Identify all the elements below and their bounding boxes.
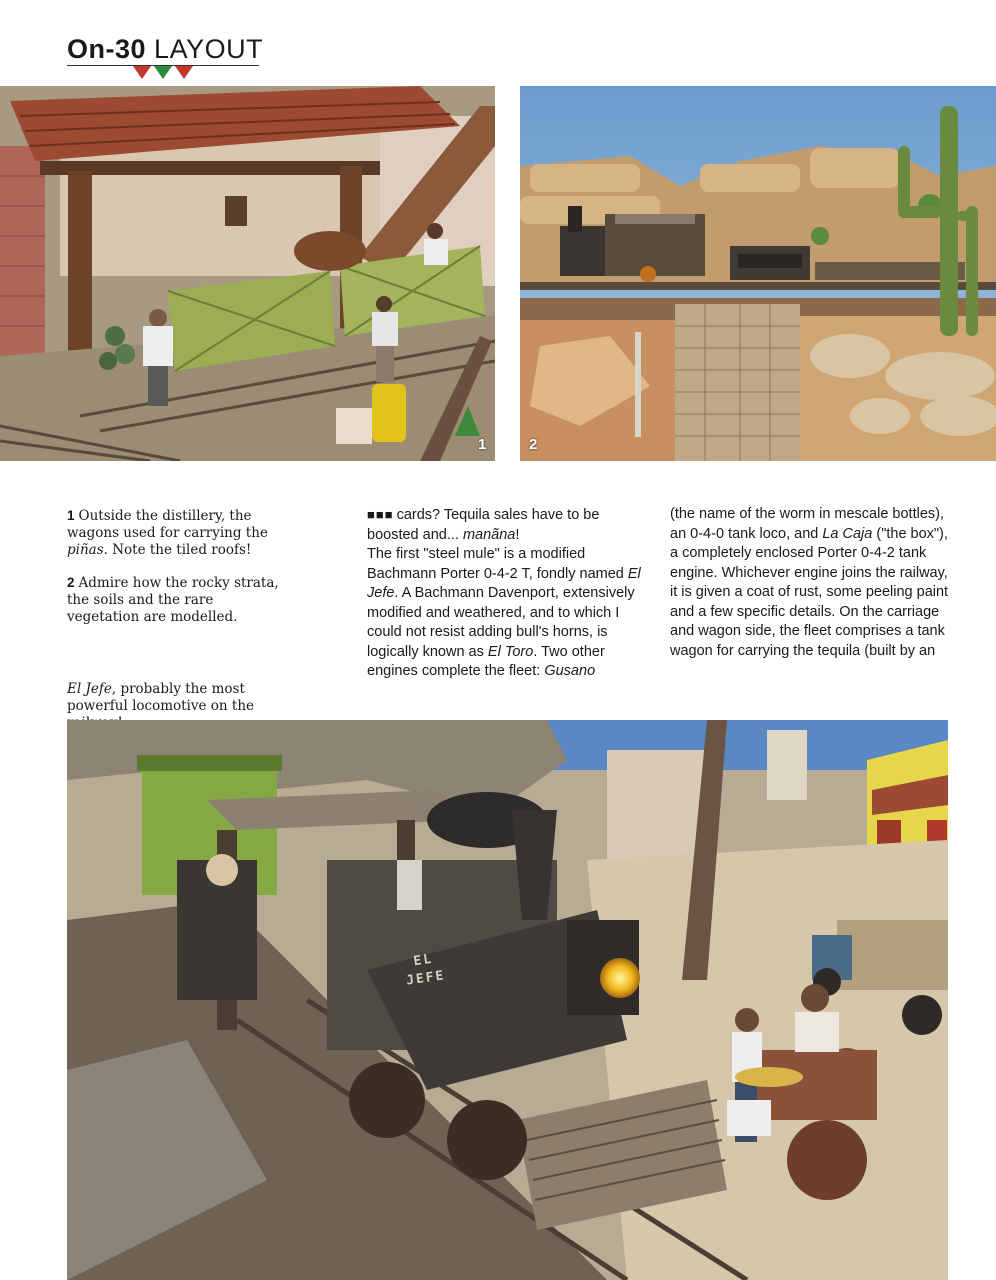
section-title [67,34,263,64]
paragraph-emphasis: La Caja [822,525,873,542]
caption-text: , probably the most powerful locomotive on the [67,681,255,714]
triangle-ornament-icon [133,66,195,80]
caption-text: Admire how the rocky strata, the soils and the rare vegetation are modelled. [67,575,279,625]
photo-number: 2 [529,436,538,453]
paragraph-emphasis: El Toro [487,643,534,660]
photo-rocky-strata-train [520,86,996,461]
paragraph-emphasis: manãna [462,526,516,543]
paragraph-text: The first "steel mule" is a modified Bachmann Porter 0-4-2 T, fondly named [367,546,628,582]
paragraph [670,505,952,661]
caption-emphasis: El Jefe [67,681,112,697]
paragraph-text: ! [515,526,520,543]
paragraph-text: cards? Tequila sales have to be boosted and... [367,507,600,543]
loco-lettering-line: JEFE [405,968,447,989]
paragraph [367,545,649,682]
paragraph-text: . Two other engines complete the fleet: [367,643,605,679]
photo-number: 1 [478,436,487,453]
paragraph [367,505,649,545]
paragraph-emphasis: El Jefe [367,565,641,601]
paragraph-text: ("the box"), a completely enclosed Porter 0-4-2 tank engine. Whichever engine joins the railway, it is given a coat of rust, some peeling paint and a few specific details. On the carriage and wagon side, the fleet comprises a tank wagon for carrying the tequila (built by an [670,525,949,659]
caption-number: 2 [67,575,75,590]
locomotive-lettering [403,949,447,990]
section-title-bold: On-30 [67,34,147,64]
body-column-2 [367,505,649,682]
caption-2 [67,574,287,626]
section-title-light: LAYOUT [154,34,264,64]
loco-lettering-line: EL [412,951,435,970]
caption-text: Outside the distillery, the wagons used for carrying the [67,508,268,541]
body-column-3 [670,505,952,661]
photo-el-jefe-locomotive [67,720,948,1280]
caption-number: 1 [67,508,75,523]
caption-1 [67,507,287,559]
caption-text: . Note the tiled roofs! [103,542,252,558]
paragraph-text: . A Bachmann Davenport, extensively modified and weathered, and to which I could not resist adding bull's horns, is logically known as [367,585,635,660]
section-header [67,34,263,64]
paragraph-emphasis: Gusano [544,663,596,679]
paragraph-text: (the name of the worm in mescale bottles), an 0-4-0 tank loco, and [670,506,945,542]
continuation-marker: ■■■ [367,507,394,522]
photo-distillery-wagons [0,86,495,461]
caption-emphasis: piñas [67,542,104,558]
